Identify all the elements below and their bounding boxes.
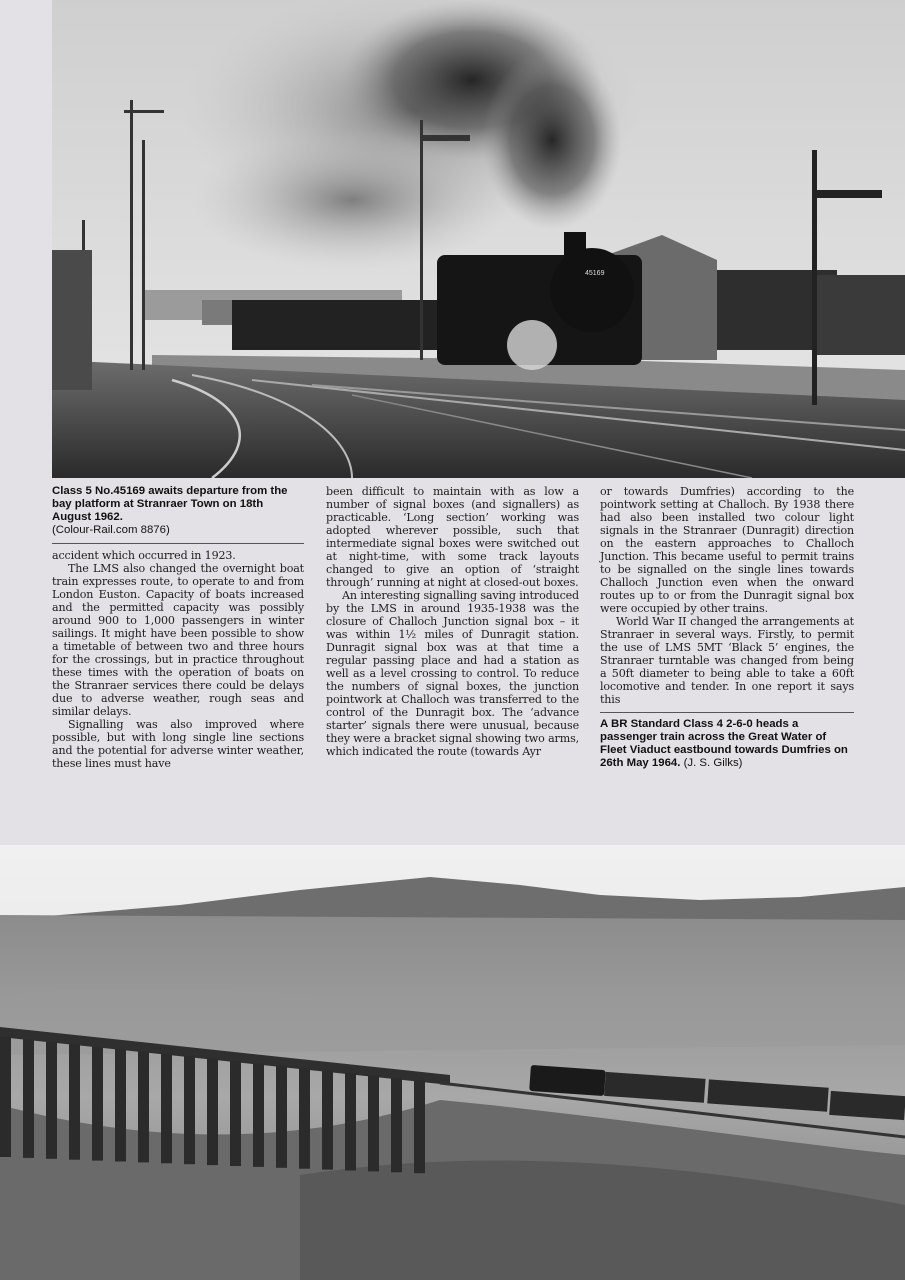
viaduct-pier — [230, 1061, 241, 1166]
viaduct-pier — [207, 1059, 218, 1166]
viaduct-pier — [0, 1037, 11, 1157]
caption-bottom-credit: (J. S. Gilks) — [683, 757, 743, 769]
svg-text:45169: 45169 — [585, 270, 605, 277]
col3-paragraph-1: or towards Dumfries) according to the pointwork setting at Challoch. By 1938 there had also been installed two colour light signals in the Stranraer (Dunragit) direction on the eastern approaches to Challoch Junction. This became useful to permit trains to be signalled on the single lines towards Challoch Junction even when the onward routes up to or from the Dunragit signal box were occupied by other trains. — [600, 485, 854, 615]
viaduct-pier — [92, 1047, 103, 1161]
bottom-photo-viaduct — [0, 845, 905, 1280]
viaduct-pier — [322, 1071, 333, 1170]
viaduct-pier — [345, 1073, 356, 1171]
viaduct-pier — [368, 1075, 379, 1171]
caption-divider-top — [52, 543, 304, 544]
viaduct-pier — [115, 1049, 126, 1162]
viaduct-pier — [276, 1066, 287, 1168]
viaduct-pier — [69, 1044, 80, 1160]
top-photo-stranraer — [52, 0, 905, 478]
caption-bottom-title: A BR Standard Class 4 2-6-0 heads a passenger train across the Great Water of Fleet Viaduct eastbound towards Dumfries on 26th May 1964. — [600, 718, 848, 769]
viaduct-pier — [391, 1078, 402, 1173]
viaduct-landscape-photo-icon — [0, 845, 905, 1280]
viaduct-pier — [184, 1056, 195, 1164]
col2-paragraph-2: An interesting signalling saving introduced by the LMS in around 1935-1938 was the closure of Challoch Junction signal box – it was within 1½ miles of Dunragit station. Dunragit signal box was at that time a regular passing place and had a station as well as a level crossing to control. To reduce the numbers of signal boxes, the junction pointwork at Challoch was transferred to the control of the Dunragit box. The ‘advance starter’ signals there were unusual, because they were a bracket signal showing two arms, which indicated the route (towards Ayr — [326, 589, 579, 758]
viaduct-pier — [23, 1039, 34, 1158]
text-column-1 — [52, 485, 304, 770]
caption-top — [52, 485, 304, 537]
caption-divider-bottom — [600, 712, 854, 713]
text-column-2 — [326, 485, 579, 758]
caption-top-credit: (Colour-Rail.com 8876) — [52, 524, 170, 536]
viaduct-pier — [138, 1051, 149, 1162]
caption-bottom — [600, 718, 854, 770]
steam-locomotive-photo-icon — [52, 0, 905, 478]
viaduct-pier — [414, 1080, 425, 1173]
col1-paragraph-2: The LMS also changed the overnight boat train expresses route, to operate to and from London Euston. Capacity of boats increased and the permitted capacity was possibly around 900 to 1,000 passengers in winter sailings. It might have been possible to show a timetable of between two and three hours for the crossings, but in practice throughout these times with the operation of boats on the Stranraer services there could be delays due to adverse weather, rough seas and similar delays. — [52, 562, 304, 718]
col3-paragraph-2: World War II changed the arrangements at Stranraer in several ways. Firstly, to permit the use of LMS 5MT ‘Black 5’ engines, the Stranraer turntable was changed from being a 50ft diameter to being able to take a 60ft locomotive and tender. In one report it says this — [600, 615, 854, 706]
viaduct-pier — [299, 1068, 310, 1169]
text-column-3 — [600, 485, 854, 770]
viaduct-pier — [161, 1054, 172, 1164]
col1-paragraph-3: Signalling was also improved where possible, but with long single line sections and the potential for adverse winter weather, these lines must have — [52, 718, 304, 770]
caption-top-title: Class 5 No.45169 awaits departure from the bay platform at Stranraer Town on 18th August 1962. — [52, 485, 288, 523]
viaduct-pier — [253, 1063, 264, 1167]
viaduct-pier — [46, 1042, 57, 1159]
col1-paragraph-1: accident which occurred in 1923. — [52, 549, 236, 562]
col2-paragraph-1: been difficult to maintain with as low a number of signal boxes (and signallers) as practicable. ‘Long section’ working was adopted wherever possible, such that intermediate signal boxes were switched out at night-time, with some track layouts changed to give an option of ‘straight through’ running at night at closed-out boxes. — [326, 485, 579, 589]
